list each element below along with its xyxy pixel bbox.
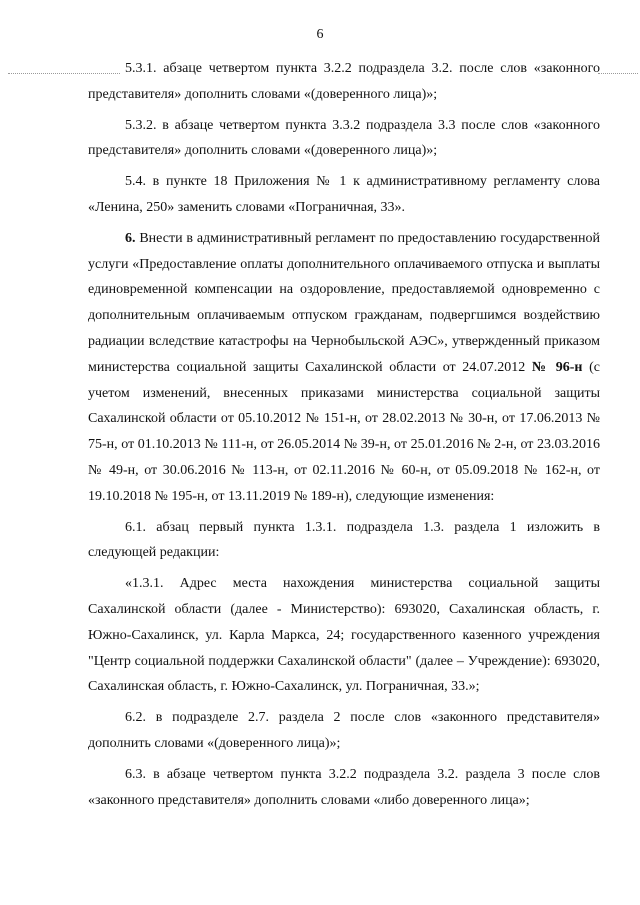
paragraph-5-4: 5.4. в пункте 18 Приложения № 1 к административному регламенту слова «Ленина, 250» заменить словами «Пограничная, 33». — [88, 174, 600, 215]
scan-artifact-dots-right — [598, 73, 638, 74]
paragraph-1-3-1-quote: «1.3.1. Адрес места нахождения министерства социальной защиты Сахалинской области (далее - Министерство): 693020, Сахалинская область, г. Южно-Сахалинск, ул. Карла Маркса, 24; государственного казенного учреждения "Центр социальной поддержки Сахалинской области" (далее – Учреждение): 693020, Сахалинская область, г. Южно-Сахалинск, ул. Пограничная, 33.»; — [88, 576, 600, 695]
document-body — [88, 56, 600, 813]
paragraph-5-3-2: 5.3.2. в абзаце четвертом пункта 3.3.2 подраздела 3.3 после слов «законного представителя» дополнить словами «(доверенного лица)»; — [88, 117, 600, 159]
paragraph-6-3: 6.3. в абзаце четвертом пункта 3.2.2 подраздела 3.2. раздела 3 после слов «законного представителя» дополнить словами «либо доверенного лица»; — [88, 766, 600, 808]
paragraph-6-text-cont: (с учетом изменений, внесенных приказами министерства социальной защиты Сахалинской области от 05.10.2012 № 151-н, от 28.02.2013 № 30-н, от 17.06.2013 № 75-н, от 01.10.2013 № 111-н, от 26.05.2014 № 39-н, от 25.01.2016 № 2-н, от 23.03.2016 № 49-н, от 30.06.2016 № 113-н, от 02.11.2016 № 60-н, от 05.09.2018 № 162-н, от 19.10.2018 № 195-н, от 13.11.2019 № 189-н), следующие изменения: — [88, 359, 600, 504]
order-number-bold: № 96-н — [531, 359, 583, 375]
paragraph-6-1: 6.1. абзац первый пункта 1.3.1. подраздела 1.3. раздела 1 изложить в следующей редакции: — [88, 519, 600, 561]
paragraph-6-number: 6. — [125, 230, 136, 246]
paragraph-5-3-1: 5.3.1. абзаце четвертом пункта 3.2.2 подраздела 3.2. после слов «законного представителя» дополнить словами «(доверенного лица)»; — [88, 61, 600, 102]
paragraph-6 — [88, 226, 600, 510]
page-number: 6 — [316, 27, 324, 42]
paragraph-6-text: Внести в административный регламент по предоставлению государственной услуги «Предоставление оплаты дополнительного оплачиваемого отпуска и выплаты единовременной компенсации на оздоровление, предоставляемой одновременно с дополнительным оплачиваемым отпуском гражданам, подвергшимся воздействию радиации вследствие катастрофы на Чернобыльской АЭС», утвержденный приказом министерства социальной защиты Сахалинской области от 24.07.2012 — [88, 230, 600, 375]
paragraph-6-2: 6.2. в подразделе 2.7. раздела 2 после слов «законного представителя» дополнить словами «(доверенного лица)»; — [88, 710, 600, 751]
